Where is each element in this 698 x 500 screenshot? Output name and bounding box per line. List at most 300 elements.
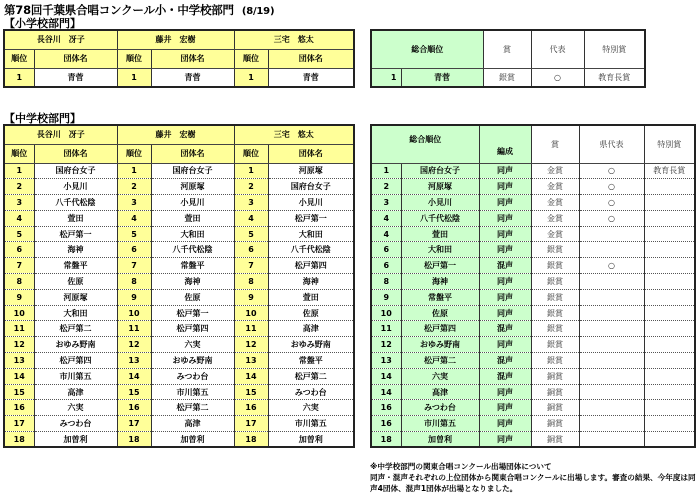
special-cell: [644, 337, 695, 353]
prize-cell: 銀賞: [531, 353, 579, 369]
rep-cell: [579, 321, 644, 337]
name-cell: 佐原: [401, 305, 479, 321]
rank-cell: 14: [234, 368, 268, 384]
rank-cell: 5: [4, 226, 34, 242]
name-cell: みつわ台: [34, 416, 117, 432]
rank-cell: 2: [371, 179, 401, 195]
rep-cell: [579, 305, 644, 321]
section-label-elementary: 【小学校部門】: [4, 17, 81, 30]
group-cell: 同声: [479, 210, 531, 226]
special-cell: [644, 432, 695, 448]
rank-cell: 18: [234, 432, 268, 448]
name-cell: 海神: [151, 274, 234, 290]
table-row: [371, 305, 695, 321]
col-overall-header: 総合順位: [371, 125, 479, 163]
col-special-header: 特別賞: [644, 125, 695, 163]
name-cell: 八千代松陰: [34, 195, 117, 211]
name-cell: 松戸第一: [151, 305, 234, 321]
rank-cell: 18: [371, 432, 401, 448]
name-cell: 松戸第一: [401, 258, 479, 274]
special-cell: [644, 289, 695, 305]
rank-cell: 8: [117, 274, 151, 290]
rep-cell: ○: [579, 163, 644, 179]
name-cell: 青菅: [151, 68, 234, 87]
rank-cell: 7: [234, 258, 268, 274]
rep-cell: [579, 432, 644, 448]
table-row: [4, 289, 354, 305]
rank-cell: 3: [117, 195, 151, 211]
name-cell: 青菅: [34, 68, 117, 87]
rep-cell: [579, 242, 644, 258]
name-cell: 国府台女子: [401, 163, 479, 179]
name-cell: おゆみ野南: [34, 337, 117, 353]
rank-cell: 15: [234, 384, 268, 400]
rank-cell: 10: [4, 305, 34, 321]
rank-cell: 1: [117, 163, 151, 179]
col-name-header: 団体名: [268, 144, 354, 163]
name-cell: 松戸第四: [401, 321, 479, 337]
rank-cell: 8: [234, 274, 268, 290]
name-cell: 河原塚: [151, 179, 234, 195]
judge-name: 藤井 宏樹: [117, 30, 234, 49]
name-cell: 海神: [34, 242, 117, 258]
table-row: [371, 432, 695, 448]
group-cell: 同声: [479, 400, 531, 416]
table-row: [4, 274, 354, 290]
table-row: [4, 432, 354, 448]
special-cell: [644, 353, 695, 369]
name-cell: 市川第五: [34, 368, 117, 384]
name-cell: 河原塚: [401, 179, 479, 195]
rank-cell: 4: [371, 226, 401, 242]
rank-cell: 3: [371, 195, 401, 211]
col-name-header: 団体名: [268, 49, 354, 68]
name-cell: 小見川: [151, 195, 234, 211]
rank-cell: 3: [4, 195, 34, 211]
name-cell: 大和田: [151, 226, 234, 242]
name-cell: 青菅: [401, 68, 483, 87]
rank-cell: 3: [234, 195, 268, 211]
prize-cell: 銀賞: [531, 321, 579, 337]
rank-cell: 11: [4, 321, 34, 337]
special-cell: [644, 368, 695, 384]
rank-cell: 10: [117, 305, 151, 321]
name-cell: 六実: [401, 368, 479, 384]
rank-cell: 8: [4, 274, 34, 290]
rep-cell: [579, 274, 644, 290]
rep-cell: ○: [579, 210, 644, 226]
rank-cell: 1: [371, 163, 401, 179]
name-cell: 常盤平: [268, 353, 354, 369]
special-cell: [644, 226, 695, 242]
col-rep-header: 代表: [531, 30, 584, 68]
group-cell: 混声: [479, 353, 531, 369]
name-cell: 高津: [34, 384, 117, 400]
table-row: [4, 400, 354, 416]
name-cell: 松戸第四: [34, 353, 117, 369]
rank-cell: 4: [234, 210, 268, 226]
name-cell: 市川第五: [401, 416, 479, 432]
group-cell: 同声: [479, 289, 531, 305]
special-cell: [644, 258, 695, 274]
col-rank-header: 順位: [4, 144, 34, 163]
col-prize-header: 賞: [531, 125, 579, 163]
special-cell: 教育長賞: [644, 163, 695, 179]
name-cell: 八千代松陰: [268, 242, 354, 258]
table-row: [4, 226, 354, 242]
col-overall-header: 総合順位: [371, 30, 483, 68]
prize-cell: 銅賞: [531, 416, 579, 432]
table-row: [371, 337, 695, 353]
name-cell: 加曽利: [401, 432, 479, 448]
rank-cell: 1: [117, 68, 151, 87]
judge-name: 三宅 悠太: [234, 30, 354, 49]
footnote-line1: ※中学校部門の関東合唱コンクール出場団体について: [370, 462, 552, 471]
rank-cell: 17: [117, 416, 151, 432]
col-name-header: 団体名: [151, 49, 234, 68]
rank-cell: 18: [117, 432, 151, 448]
name-cell: みつわ台: [401, 400, 479, 416]
rank-cell: 16: [371, 400, 401, 416]
special-cell: [644, 242, 695, 258]
rank-cell: 1: [4, 68, 34, 87]
table-row: [4, 242, 354, 258]
name-cell: 加曽利: [151, 432, 234, 448]
table-row: [4, 195, 354, 211]
rank-cell: 2: [4, 179, 34, 195]
rank-cell: 17: [234, 416, 268, 432]
rank-cell: 9: [4, 289, 34, 305]
rank-cell: 16: [4, 400, 34, 416]
special-cell: 教育長賞: [584, 68, 645, 87]
table-row: [4, 68, 354, 87]
name-cell: 佐原: [34, 274, 117, 290]
rank-cell: 12: [371, 337, 401, 353]
rank-cell: 14: [4, 368, 34, 384]
name-cell: 松戸第二: [151, 400, 234, 416]
name-cell: 松戸第二: [401, 353, 479, 369]
rank-cell: 9: [117, 289, 151, 305]
special-cell: [644, 400, 695, 416]
col-group-header: 編成: [479, 125, 531, 163]
group-cell: 同声: [479, 432, 531, 448]
rank-cell: 6: [371, 258, 401, 274]
group-cell: 同声: [479, 384, 531, 400]
group-cell: 同声: [479, 179, 531, 195]
name-cell: 河原塚: [34, 289, 117, 305]
rep-cell: [579, 226, 644, 242]
rank-cell: 6: [234, 242, 268, 258]
col-name-header: 団体名: [34, 144, 117, 163]
group-cell: 混声: [479, 321, 531, 337]
rank-cell: 17: [4, 416, 34, 432]
name-cell: 小見川: [34, 179, 117, 195]
group-cell: 同声: [479, 226, 531, 242]
rank-cell: 13: [234, 353, 268, 369]
name-cell: 常盤平: [34, 258, 117, 274]
rank-cell: 18: [4, 432, 34, 448]
rank-cell: 10: [234, 305, 268, 321]
name-cell: おゆみ野南: [268, 337, 354, 353]
rank-cell: 1: [234, 68, 268, 87]
name-cell: おゆみ野南: [151, 353, 234, 369]
table-row: [4, 179, 354, 195]
name-cell: 小見川: [401, 195, 479, 211]
table-row: [371, 226, 695, 242]
group-cell: 同声: [479, 337, 531, 353]
rank-cell: 2: [117, 179, 151, 195]
table-row: [4, 353, 354, 369]
rank-cell: 11: [371, 321, 401, 337]
col-rank-header: 順位: [234, 49, 268, 68]
rank-cell: 7: [4, 258, 34, 274]
rank-cell: 13: [117, 353, 151, 369]
judge-name: 長谷川 冴子: [4, 30, 117, 49]
table-row: [371, 242, 695, 258]
rank-cell: 11: [117, 321, 151, 337]
group-cell: 同声: [479, 195, 531, 211]
name-cell: 国府台女子: [151, 163, 234, 179]
judge-name: 藤井 宏樹: [117, 125, 234, 144]
name-cell: 六実: [268, 400, 354, 416]
col-special-header: 特別賞: [584, 30, 645, 68]
name-cell: 八千代松陰: [401, 210, 479, 226]
rank-cell: 14: [371, 368, 401, 384]
name-cell: 海神: [401, 274, 479, 290]
rep-cell: [579, 368, 644, 384]
rep-cell: ○: [579, 179, 644, 195]
table-row: [371, 68, 645, 87]
rep-cell: [579, 384, 644, 400]
name-cell: 萱田: [401, 226, 479, 242]
rep-cell: [579, 353, 644, 369]
special-cell: [644, 274, 695, 290]
title-text: 第78回千葉県合唱コンクール小・中学校部門: [4, 3, 234, 17]
name-cell: 河原塚: [268, 163, 354, 179]
group-cell: 同声: [479, 305, 531, 321]
table-row: [371, 416, 695, 432]
rank-cell: 4: [117, 210, 151, 226]
rank-cell: 14: [117, 368, 151, 384]
table-row: [371, 163, 695, 179]
elementary-judge-table: [3, 29, 355, 88]
rank-cell: 16: [117, 400, 151, 416]
name-cell: 加曽利: [268, 432, 354, 448]
name-cell: 六実: [34, 400, 117, 416]
name-cell: 大和田: [268, 226, 354, 242]
name-cell: 大和田: [34, 305, 117, 321]
table-row: [371, 210, 695, 226]
special-cell: [644, 305, 695, 321]
name-cell: 松戸第四: [268, 258, 354, 274]
col-rank-header: 順位: [4, 49, 34, 68]
col-rep-header: 県代表: [579, 125, 644, 163]
rank-cell: 5: [117, 226, 151, 242]
special-cell: [644, 195, 695, 211]
group-cell: 同声: [479, 242, 531, 258]
name-cell: 市川第五: [268, 416, 354, 432]
table-row: [371, 353, 695, 369]
rank-cell: 12: [4, 337, 34, 353]
special-cell: [644, 179, 695, 195]
table-row: [371, 321, 695, 337]
name-cell: 市川第五: [151, 384, 234, 400]
rank-cell: 4: [371, 210, 401, 226]
prize-cell: 金賞: [531, 210, 579, 226]
name-cell: 八千代松陰: [151, 242, 234, 258]
name-cell: 常盤平: [401, 289, 479, 305]
rank-cell: 15: [4, 384, 34, 400]
name-cell: おゆみ野南: [401, 337, 479, 353]
rank-cell: 1: [4, 163, 34, 179]
name-cell: みつわ台: [268, 384, 354, 400]
group-cell: 同声: [479, 274, 531, 290]
name-cell: 松戸第四: [151, 321, 234, 337]
rank-cell: 1: [234, 163, 268, 179]
prize-cell: 銀賞: [531, 274, 579, 290]
rank-cell: 16: [234, 400, 268, 416]
name-cell: 大和田: [401, 242, 479, 258]
rank-cell: 12: [117, 337, 151, 353]
prize-cell: 銀賞: [531, 289, 579, 305]
rank-cell: 13: [4, 353, 34, 369]
rank-cell: 5: [234, 226, 268, 242]
rank-cell: 6: [4, 242, 34, 258]
rank-cell: 2: [234, 179, 268, 195]
name-cell: 萱田: [151, 210, 234, 226]
table-row: [371, 195, 695, 211]
name-cell: 松戸第二: [34, 321, 117, 337]
name-cell: 海神: [268, 274, 354, 290]
name-cell: 佐原: [151, 289, 234, 305]
col-rank-header: 順位: [117, 144, 151, 163]
title-date: (8/19): [241, 6, 275, 17]
prize-cell: 銅賞: [531, 400, 579, 416]
table-row: [4, 337, 354, 353]
special-cell: [644, 210, 695, 226]
name-cell: 六実: [151, 337, 234, 353]
table-row: [371, 368, 695, 384]
name-cell: 高津: [151, 416, 234, 432]
name-cell: 高津: [401, 384, 479, 400]
name-cell: 松戸第一: [34, 226, 117, 242]
rep-cell: ○: [579, 195, 644, 211]
table-row: [4, 384, 354, 400]
table-row: [371, 400, 695, 416]
table-row: [4, 305, 354, 321]
rank-cell: 16: [371, 416, 401, 432]
name-cell: 国府台女子: [34, 163, 117, 179]
table-row: [4, 210, 354, 226]
name-cell: 松戸第一: [268, 210, 354, 226]
footnote: [370, 461, 696, 494]
group-cell: 混声: [479, 258, 531, 274]
special-cell: [644, 416, 695, 432]
judge-name: 三宅 悠太: [234, 125, 354, 144]
col-name-header: 団体名: [151, 144, 234, 163]
rep-cell: [579, 400, 644, 416]
prize-cell: 銀賞: [531, 258, 579, 274]
name-cell: 加曽利: [34, 432, 117, 448]
rank-cell: 9: [234, 289, 268, 305]
table-row: [4, 368, 354, 384]
judge-name: 長谷川 冴子: [4, 125, 117, 144]
group-cell: 同声: [479, 416, 531, 432]
footnote-line2: 同声・混声それぞれの上位団体から関東合唱コンクールに出場します。審査の結果、今年度は同声4団体、混声1団体が出場となりました。: [370, 473, 696, 493]
rep-cell: ○: [579, 258, 644, 274]
prize-cell: 金賞: [531, 163, 579, 179]
name-cell: 萱田: [268, 289, 354, 305]
prize-cell: 銀賞: [483, 68, 531, 87]
prize-cell: 銅賞: [531, 368, 579, 384]
group-cell: 同声: [479, 163, 531, 179]
rank-cell: 11: [234, 321, 268, 337]
name-cell: みつわ台: [151, 368, 234, 384]
col-rank-header: 順位: [234, 144, 268, 163]
middle-summary-table: [370, 124, 696, 448]
rank-cell: 7: [117, 258, 151, 274]
name-cell: 青菅: [268, 68, 354, 87]
middle-judge-table: [3, 124, 355, 448]
prize-cell: 金賞: [531, 195, 579, 211]
rank-cell: 1: [371, 68, 401, 87]
prize-cell: 金賞: [531, 179, 579, 195]
special-cell: [644, 384, 695, 400]
rep-cell: ○: [531, 68, 584, 87]
name-cell: 松戸第二: [268, 368, 354, 384]
prize-cell: 銀賞: [531, 305, 579, 321]
prize-cell: 銀賞: [531, 337, 579, 353]
name-cell: 佐原: [268, 305, 354, 321]
table-row: [371, 289, 695, 305]
name-cell: 高津: [268, 321, 354, 337]
rank-cell: 6: [371, 242, 401, 258]
prize-cell: 銀賞: [531, 242, 579, 258]
rank-cell: 10: [371, 305, 401, 321]
rep-cell: [579, 337, 644, 353]
section-label-middle: 【中学校部門】: [4, 112, 81, 125]
table-row: [371, 179, 695, 195]
elementary-summary-table: [370, 29, 646, 88]
col-prize-header: 賞: [483, 30, 531, 68]
rank-cell: 12: [234, 337, 268, 353]
rank-cell: 13: [371, 353, 401, 369]
rank-cell: 15: [117, 384, 151, 400]
col-rank-header: 順位: [117, 49, 151, 68]
table-row: [371, 384, 695, 400]
prize-cell: 銅賞: [531, 384, 579, 400]
name-cell: 小見川: [268, 195, 354, 211]
table-row: [371, 258, 695, 274]
table-row: [4, 258, 354, 274]
table-row: [4, 163, 354, 179]
special-cell: [644, 321, 695, 337]
rank-cell: 6: [117, 242, 151, 258]
table-row: [4, 416, 354, 432]
rep-cell: [579, 416, 644, 432]
prize-cell: 金賞: [531, 226, 579, 242]
name-cell: 国府台女子: [268, 179, 354, 195]
rank-cell: 14: [371, 384, 401, 400]
prize-cell: 銅賞: [531, 432, 579, 448]
table-row: [371, 274, 695, 290]
name-cell: 萱田: [34, 210, 117, 226]
name-cell: 常盤平: [151, 258, 234, 274]
col-name-header: 団体名: [34, 49, 117, 68]
rank-cell: 4: [4, 210, 34, 226]
rank-cell: 9: [371, 289, 401, 305]
table-row: [4, 321, 354, 337]
